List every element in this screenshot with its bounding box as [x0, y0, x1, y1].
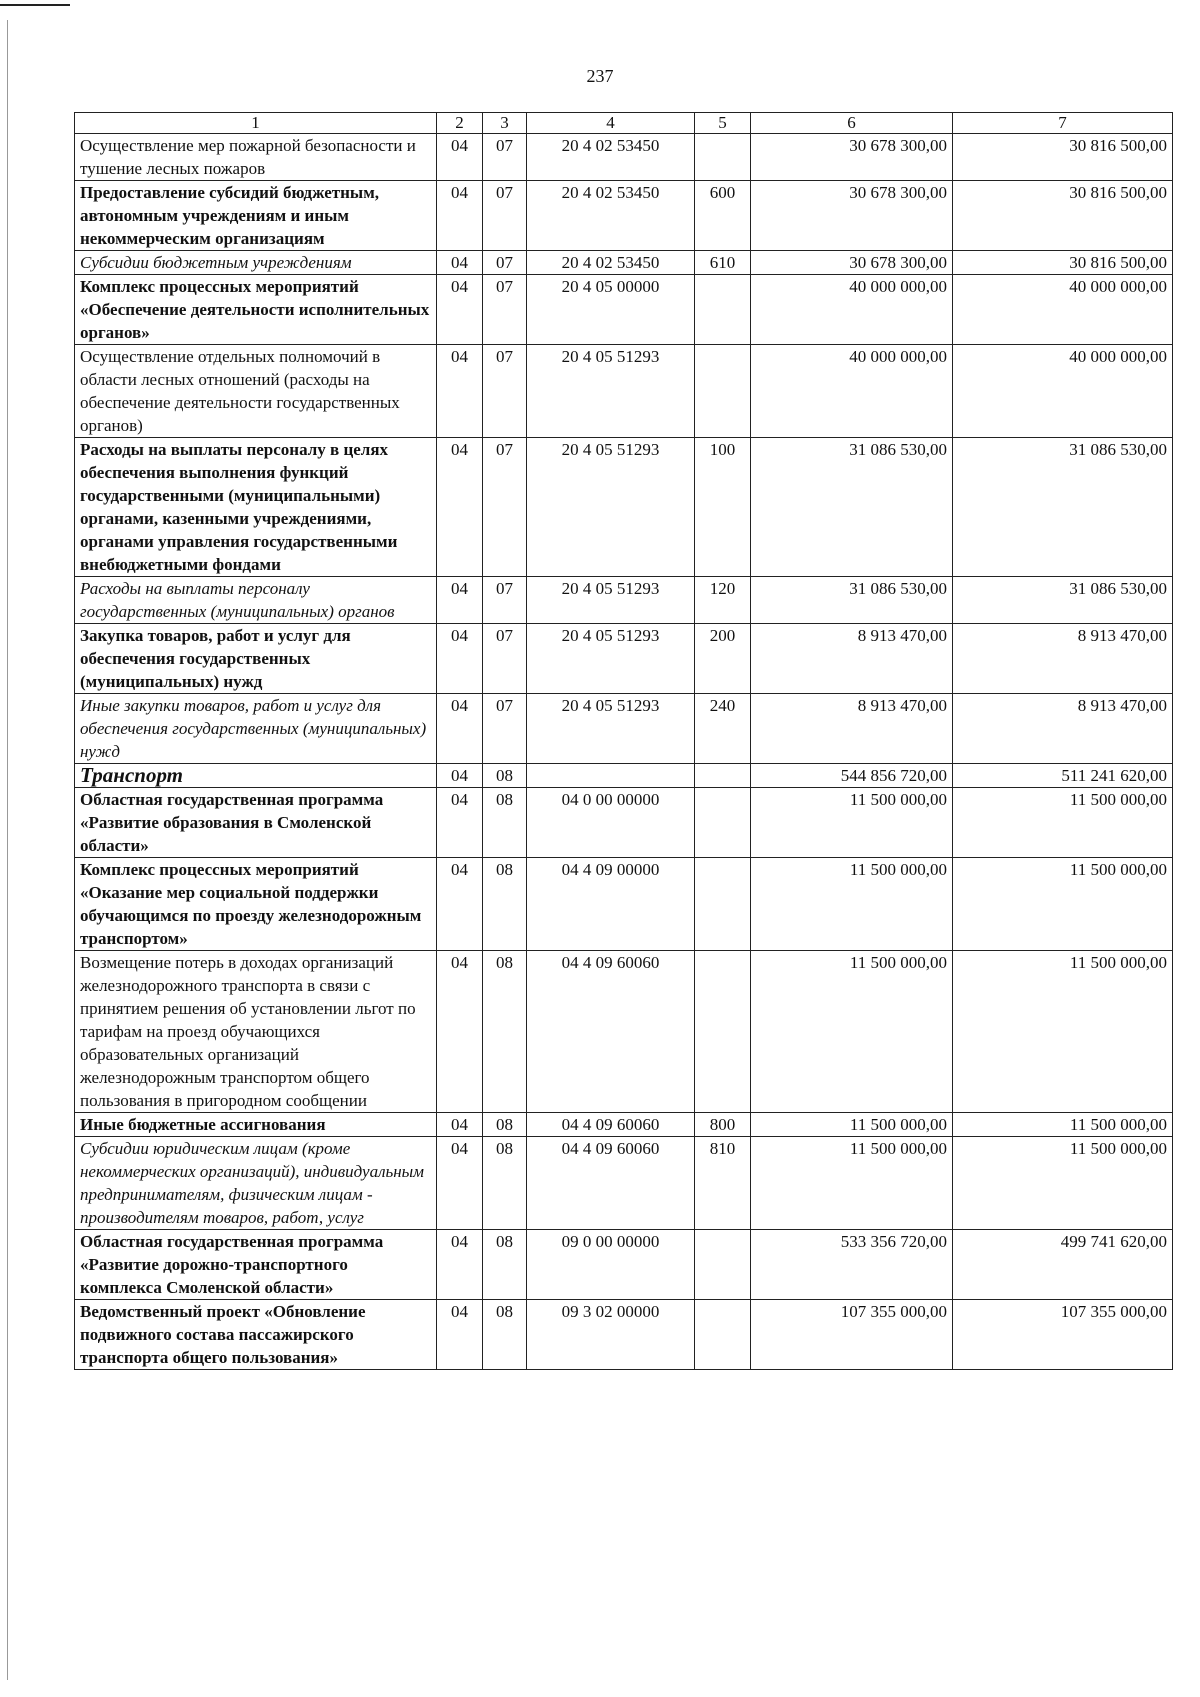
header-cell: 2	[437, 113, 483, 134]
row-amount-year2-cell: 107 355 000,00	[953, 1300, 1173, 1370]
row-target-code-cell: 20 4 05 51293	[527, 577, 695, 624]
row-target-code-cell: 04 4 09 60060	[527, 1137, 695, 1230]
row-amount-year2-cell: 11 500 000,00	[953, 1137, 1173, 1230]
row-subsection-code-cell: 07	[483, 181, 527, 251]
header-cell: 3	[483, 113, 527, 134]
row-target-code-cell: 09 3 02 00000	[527, 1300, 695, 1370]
row-target-code-cell: 04 0 00 00000	[527, 788, 695, 858]
row-target-code-cell: 20 4 05 00000	[527, 275, 695, 345]
row-expense-type-cell: 600	[695, 181, 751, 251]
table-row	[75, 275, 1173, 345]
row-subsection-code-cell: 07	[483, 134, 527, 181]
row-expense-type-cell	[695, 951, 751, 1113]
row-expense-type-cell	[695, 1230, 751, 1300]
table-row	[75, 1137, 1173, 1230]
row-name-cell: Областная государственная программа «Развитие дорожно-транспортного комплекса Смоленской области»	[75, 1230, 437, 1300]
row-amount-year1-cell: 40 000 000,00	[751, 345, 953, 438]
row-amount-year2-cell: 11 500 000,00	[953, 788, 1173, 858]
table-row	[75, 951, 1173, 1113]
row-amount-year1-cell: 31 086 530,00	[751, 577, 953, 624]
table-header-row	[75, 113, 1173, 134]
row-section-code-cell: 04	[437, 858, 483, 951]
row-subsection-code-cell: 08	[483, 1137, 527, 1230]
row-target-code-cell: 04 4 09 60060	[527, 951, 695, 1113]
row-name-cell: Ведомственный проект «Обновление подвижного состава пассажирского транспорта общего пользования»	[75, 1300, 437, 1370]
row-section-code-cell: 04	[437, 577, 483, 624]
row-section-code-cell: 04	[437, 1113, 483, 1137]
row-name-cell: Расходы на выплаты персоналу государственных (муниципальных) органов	[75, 577, 437, 624]
row-name-cell: Предоставление субсидий бюджетным, автономным учреждениям и иным некоммерческим организациям	[75, 181, 437, 251]
row-amount-year1-cell: 533 356 720,00	[751, 1230, 953, 1300]
row-expense-type-cell	[695, 275, 751, 345]
row-target-code-cell: 20 4 05 51293	[527, 624, 695, 694]
table-row	[75, 1300, 1173, 1370]
row-subsection-code-cell: 08	[483, 764, 527, 788]
row-amount-year1-cell: 544 856 720,00	[751, 764, 953, 788]
row-target-code-cell: 20 4 02 53450	[527, 134, 695, 181]
row-amount-year1-cell: 107 355 000,00	[751, 1300, 953, 1370]
table-row	[75, 788, 1173, 858]
row-subsection-code-cell: 08	[483, 951, 527, 1113]
row-target-code-cell: 20 4 05 51293	[527, 694, 695, 764]
row-expense-type-cell	[695, 345, 751, 438]
row-amount-year1-cell: 8 913 470,00	[751, 624, 953, 694]
row-amount-year2-cell: 40 000 000,00	[953, 345, 1173, 438]
row-section-code-cell: 04	[437, 438, 483, 577]
row-amount-year1-cell: 11 500 000,00	[751, 1137, 953, 1230]
row-target-code-cell: 09 0 00 00000	[527, 1230, 695, 1300]
header-cell: 4	[527, 113, 695, 134]
row-subsection-code-cell: 08	[483, 1113, 527, 1137]
row-amount-year1-cell: 40 000 000,00	[751, 275, 953, 345]
row-expense-type-cell	[695, 1300, 751, 1370]
row-amount-year2-cell: 30 816 500,00	[953, 251, 1173, 275]
row-name-cell: Осуществление мер пожарной безопасности и тушение лесных пожаров	[75, 134, 437, 181]
row-amount-year2-cell: 30 816 500,00	[953, 134, 1173, 181]
row-expense-type-cell: 800	[695, 1113, 751, 1137]
row-amount-year2-cell: 511 241 620,00	[953, 764, 1173, 788]
row-amount-year1-cell: 11 500 000,00	[751, 1113, 953, 1137]
row-target-code-cell	[527, 764, 695, 788]
row-expense-type-cell: 240	[695, 694, 751, 764]
row-amount-year1-cell: 11 500 000,00	[751, 951, 953, 1113]
row-name-cell: Комплекс процессных мероприятий «Обеспечение деятельности исполнительных органов»	[75, 275, 437, 345]
header-cell: 1	[75, 113, 437, 134]
row-section-code-cell: 04	[437, 251, 483, 275]
row-expense-type-cell: 120	[695, 577, 751, 624]
row-amount-year2-cell: 30 816 500,00	[953, 181, 1173, 251]
row-amount-year2-cell: 31 086 530,00	[953, 577, 1173, 624]
row-subsection-code-cell: 08	[483, 788, 527, 858]
row-name-cell: Закупка товаров, работ и услуг для обеспечения государственных (муниципальных) нужд	[75, 624, 437, 694]
row-target-code-cell: 20 4 05 51293	[527, 345, 695, 438]
header-cell: 7	[953, 113, 1173, 134]
row-target-code-cell: 20 4 02 53450	[527, 181, 695, 251]
row-expense-type-cell: 610	[695, 251, 751, 275]
table-row	[75, 624, 1173, 694]
row-expense-type-cell	[695, 134, 751, 181]
top-rule	[0, 4, 70, 6]
row-expense-type-cell: 810	[695, 1137, 751, 1230]
row-amount-year2-cell: 8 913 470,00	[953, 694, 1173, 764]
row-name-cell: Расходы на выплаты персоналу в целях обеспечения выполнения функций государственными (муниципальными) органами, казенными учреждениями, органами управления государственными внебюджетными фондами	[75, 438, 437, 577]
table-row	[75, 764, 1173, 788]
row-subsection-code-cell: 07	[483, 251, 527, 275]
row-target-code-cell: 20 4 05 51293	[527, 438, 695, 577]
row-target-code-cell: 04 4 09 60060	[527, 1113, 695, 1137]
row-amount-year1-cell: 30 678 300,00	[751, 134, 953, 181]
table-row	[75, 134, 1173, 181]
row-name-cell: Транспорт	[75, 764, 437, 788]
row-amount-year2-cell: 40 000 000,00	[953, 275, 1173, 345]
budget-table	[74, 112, 1173, 1370]
row-subsection-code-cell: 07	[483, 694, 527, 764]
row-amount-year1-cell: 30 678 300,00	[751, 251, 953, 275]
table-row	[75, 438, 1173, 577]
row-subsection-code-cell: 07	[483, 275, 527, 345]
row-subsection-code-cell: 07	[483, 438, 527, 577]
row-amount-year1-cell: 11 500 000,00	[751, 858, 953, 951]
row-section-code-cell: 04	[437, 951, 483, 1113]
row-amount-year2-cell: 8 913 470,00	[953, 624, 1173, 694]
row-section-code-cell: 04	[437, 694, 483, 764]
row-amount-year2-cell: 11 500 000,00	[953, 858, 1173, 951]
row-expense-type-cell	[695, 858, 751, 951]
row-subsection-code-cell: 08	[483, 858, 527, 951]
table-row	[75, 577, 1173, 624]
row-name-cell: Субсидии бюджетным учреждениям	[75, 251, 437, 275]
row-section-code-cell: 04	[437, 134, 483, 181]
row-amount-year2-cell: 11 500 000,00	[953, 1113, 1173, 1137]
row-section-code-cell: 04	[437, 181, 483, 251]
row-name-cell: Осуществление отдельных полномочий в области лесных отношений (расходы на обеспечение деятельности государственных органов)	[75, 345, 437, 438]
row-subsection-code-cell: 07	[483, 624, 527, 694]
row-amount-year2-cell: 499 741 620,00	[953, 1230, 1173, 1300]
row-amount-year1-cell: 11 500 000,00	[751, 788, 953, 858]
header-cell: 5	[695, 113, 751, 134]
row-section-code-cell: 04	[437, 345, 483, 438]
row-section-code-cell: 04	[437, 624, 483, 694]
row-target-code-cell: 20 4 02 53450	[527, 251, 695, 275]
table-row	[75, 345, 1173, 438]
row-amount-year2-cell: 11 500 000,00	[953, 951, 1173, 1113]
row-amount-year1-cell: 8 913 470,00	[751, 694, 953, 764]
row-name-cell: Субсидии юридическим лицам (кроме некоммерческих организаций), индивидуальным предпринимателям, физическим лицам - производителям товаров, работ, услуг	[75, 1137, 437, 1230]
row-section-code-cell: 04	[437, 1230, 483, 1300]
row-section-code-cell: 04	[437, 1300, 483, 1370]
row-name-cell: Иные бюджетные ассигнования	[75, 1113, 437, 1137]
header-cell: 6	[751, 113, 953, 134]
row-name-cell: Комплекс процессных мероприятий «Оказание мер социальной поддержки обучающимся по проезду железнодорожным транспортом»	[75, 858, 437, 951]
row-subsection-code-cell: 07	[483, 345, 527, 438]
row-name-cell: Иные закупки товаров, работ и услуг для обеспечения государственных (муниципальных) нужд	[75, 694, 437, 764]
row-expense-type-cell: 200	[695, 624, 751, 694]
row-name-cell: Областная государственная программа «Развитие образования в Смоленской области»	[75, 788, 437, 858]
row-subsection-code-cell: 08	[483, 1300, 527, 1370]
row-section-code-cell: 04	[437, 275, 483, 345]
row-amount-year1-cell: 31 086 530,00	[751, 438, 953, 577]
row-section-code-cell: 04	[437, 764, 483, 788]
table-row	[75, 858, 1173, 951]
table-row	[75, 1230, 1173, 1300]
row-expense-type-cell	[695, 788, 751, 858]
row-target-code-cell: 04 4 09 00000	[527, 858, 695, 951]
row-amount-year2-cell: 31 086 530,00	[953, 438, 1173, 577]
row-expense-type-cell: 100	[695, 438, 751, 577]
row-section-code-cell: 04	[437, 788, 483, 858]
table-row	[75, 181, 1173, 251]
table-row	[75, 251, 1173, 275]
row-name-cell: Возмещение потерь в доходах организаций железнодорожного транспорта в связи с принятием решения об установлении льгот по тарифам на проезд обучающихся образовательных организаций железнодорожным транспортом общего пользования в пригородном сообщении	[75, 951, 437, 1113]
row-subsection-code-cell: 07	[483, 577, 527, 624]
left-margin-line	[7, 20, 8, 1680]
row-amount-year1-cell: 30 678 300,00	[751, 181, 953, 251]
page-number: 237	[586, 66, 614, 86]
row-section-code-cell: 04	[437, 1137, 483, 1230]
table-row	[75, 694, 1173, 764]
table-row	[75, 1113, 1173, 1137]
row-expense-type-cell	[695, 764, 751, 788]
row-subsection-code-cell: 08	[483, 1230, 527, 1300]
